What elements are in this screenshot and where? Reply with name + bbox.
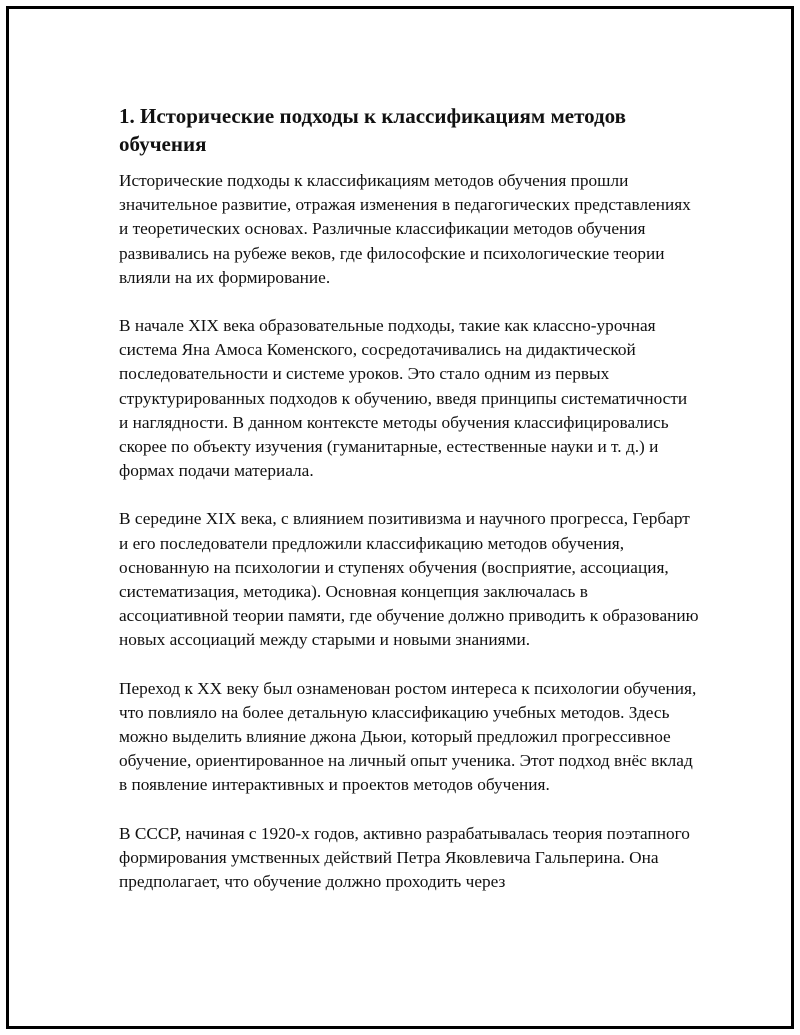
paragraph-dewey: Переход к XX веку был ознаменован ростом интереса к психологии обучения, что повлияло на более детальную классификацию учебных методов. Здесь можно выделить влияние джона Дьюи, который предложил прогрессивное обучение, ориентированное на личный опыт ученика. Этот подход внёс вклад в появление интерактивных и проектов методов обучения. bbox=[119, 678, 697, 795]
paragraph-intro: Исторические подходы к классификациям методов обучения прошли значительное развитие, отражая изменения в педагогических представлениях и теоретических основах. Различные классификации методов обучения развивались на рубеже веков, где философские и психологические теории влияли на их формирование. bbox=[119, 171, 691, 287]
page-frame bbox=[6, 6, 794, 1029]
paragraph-galperin: В СССР, начиная с 1920-х годов, активно разрабатывалась теория поэтапного формирования умственных действий Петра Яковлевича Гальперина. Она предполагает, что обучение должно проходить через bbox=[119, 823, 690, 892]
section-heading: 1. Исторические подходы к классификациям методов обучения bbox=[119, 104, 626, 156]
document-content bbox=[119, 102, 699, 918]
paragraph-herbart: В середине XIX века, с влиянием позитивизма и научного прогресса, Гербарт и его последователи предложили классификацию методов обучения, основанную на психологии и ступенях обучения (восприятие, ассоциация, систематизация, методика). Основная концепция заключалась в ассоциативной теории памяти, где обучение должно приводить к образованию новых ассоциаций между старыми и новыми знаниями. bbox=[119, 509, 699, 650]
paragraph-comenius: В начале XIX века образовательные подходы, такие как классно-урочная система Яна Амоса Коменского, сосредотачивались на дидактической последовательности и системе уроков. Это стало одним из первых структурированных подходов к обучению, введя принципы систематичности и наглядности. В данном контексте методы обучения классифицировались скорее по объекту изучения (гуманитарные, естественные науки и т. д.) и формах подачи материала. bbox=[119, 316, 688, 481]
